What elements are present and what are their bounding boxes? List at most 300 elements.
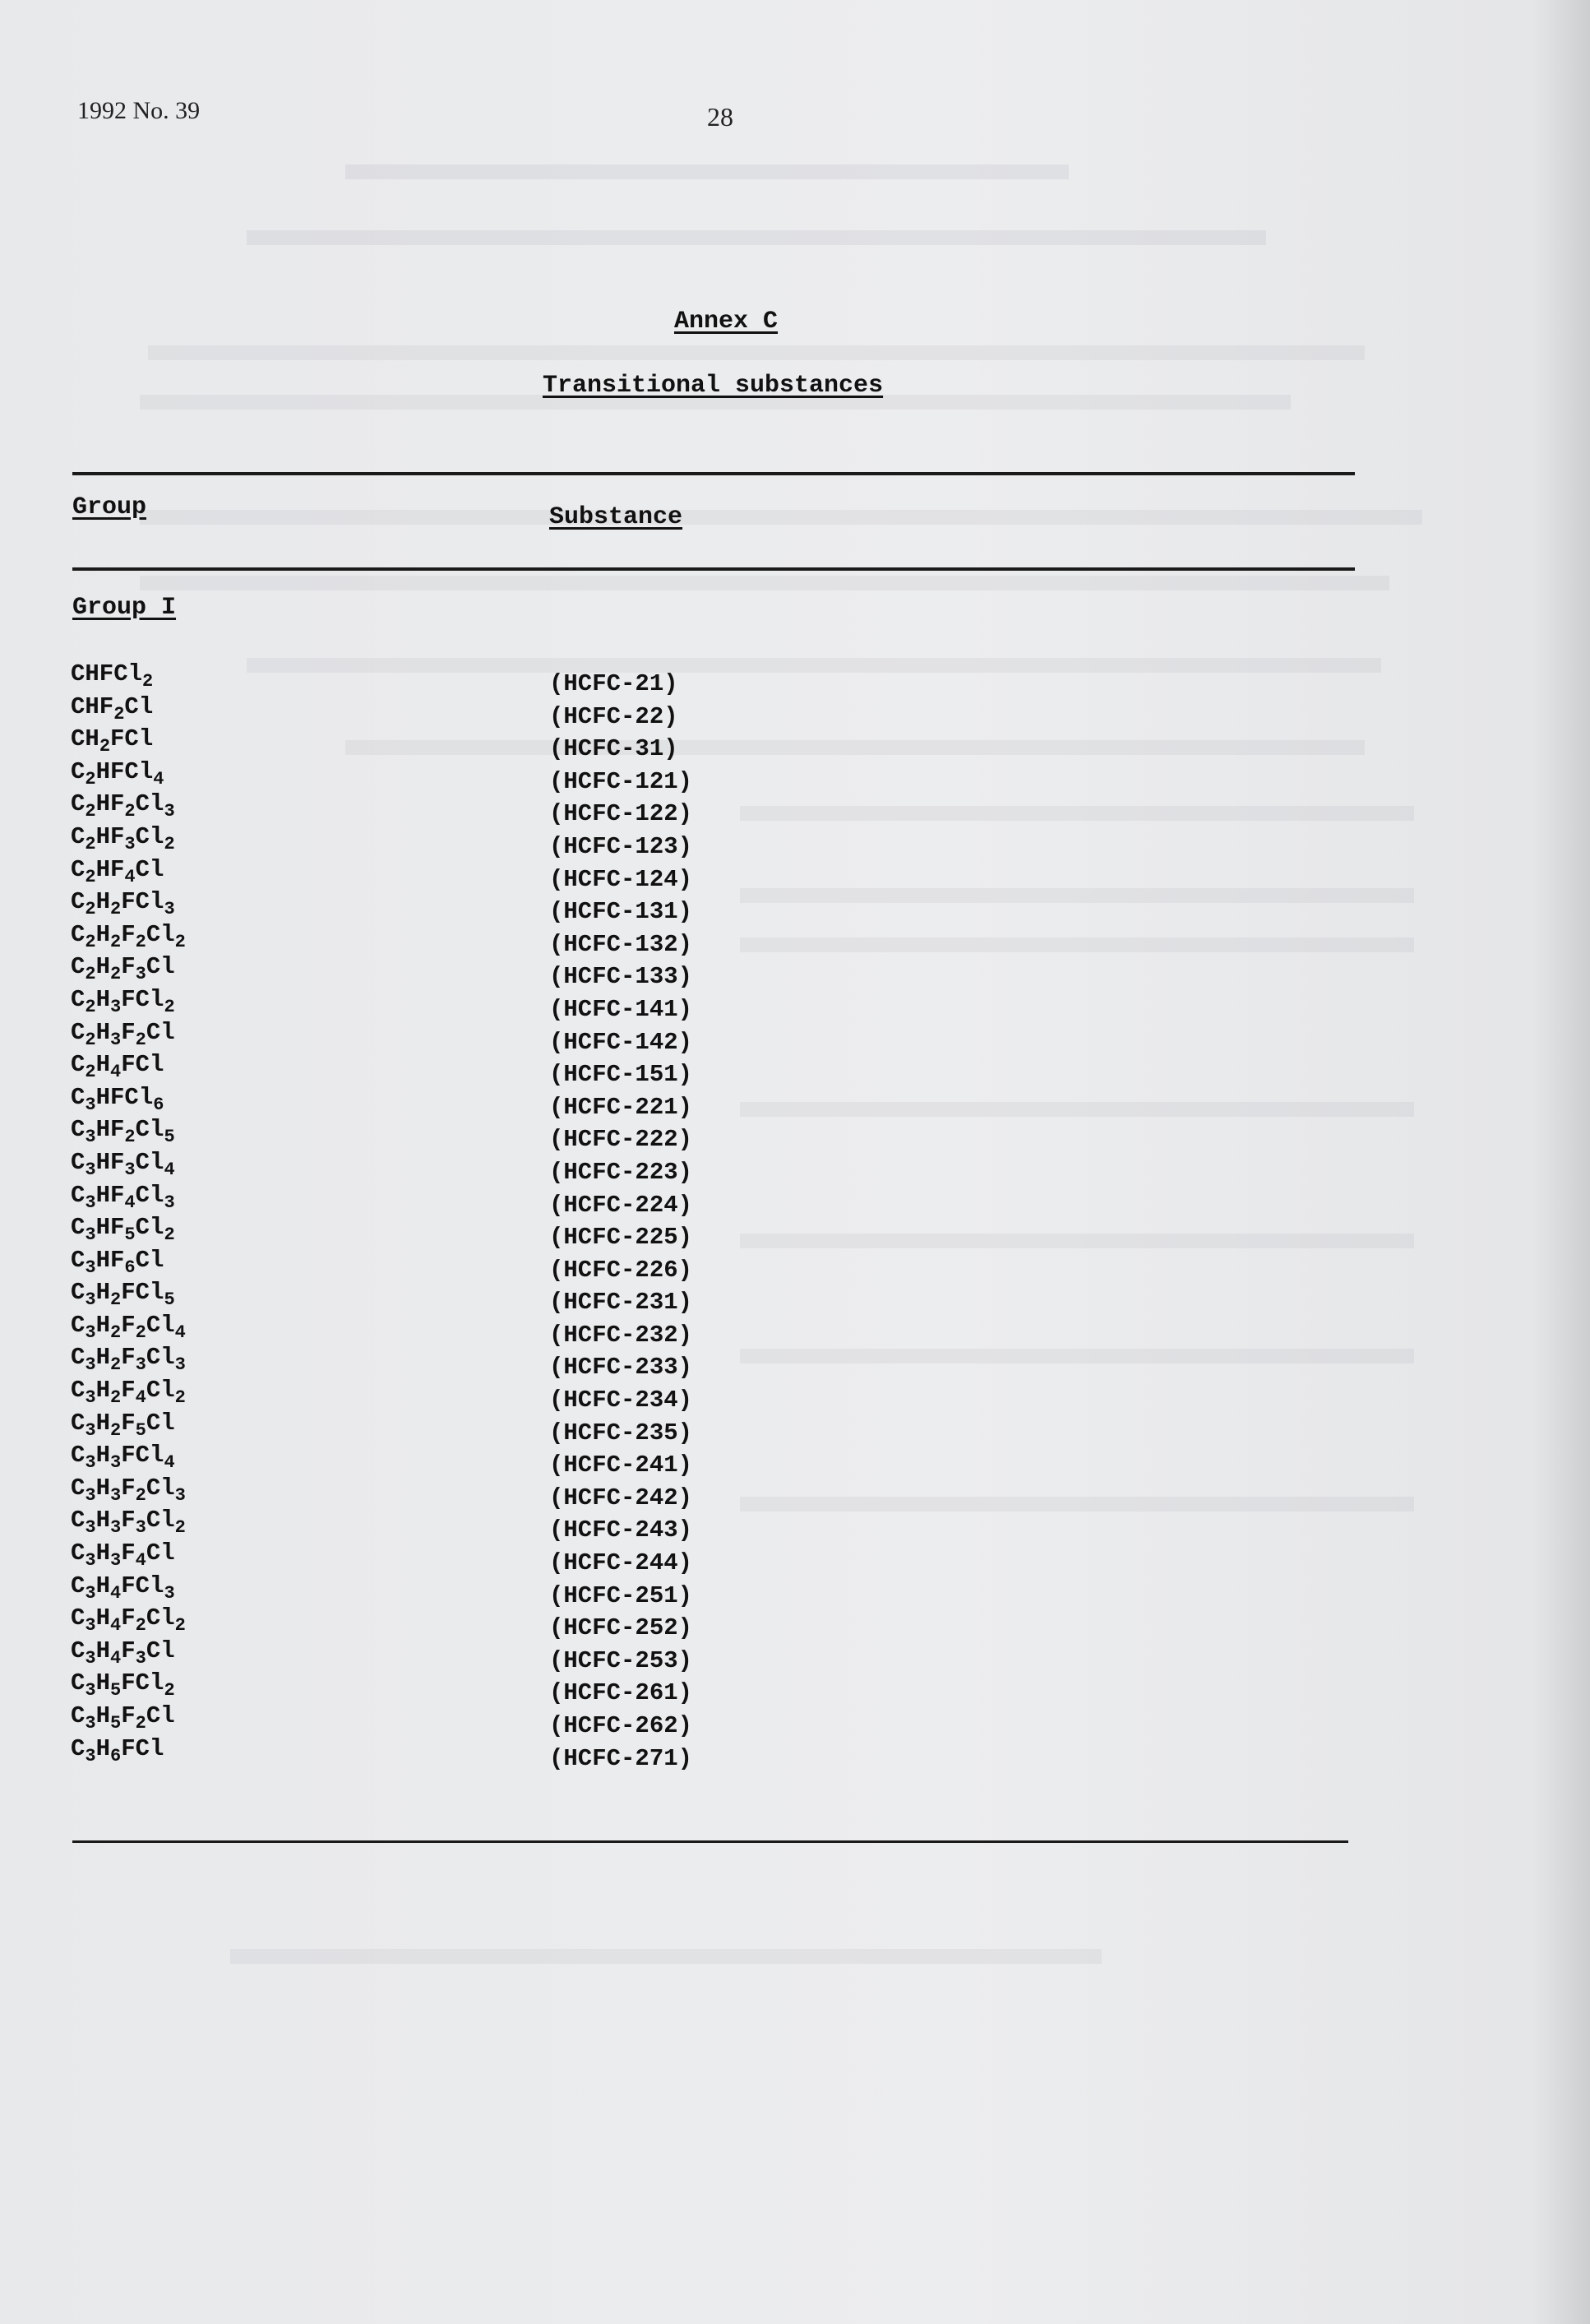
formula-text: H [95,1377,111,1405]
formula-subscript: 3 [85,1419,96,1441]
formula-subscript: 4 [164,1452,175,1474]
formula-subscript: 3 [110,1517,122,1539]
substance-code: (HCFC-132) [549,930,693,958]
formula-text: FCl [121,1669,164,1697]
formula-text: Cl [146,1377,175,1405]
bleed-through-line [740,1102,1414,1117]
formula-subscript: 2 [142,671,154,692]
formula-text: C [71,1214,86,1242]
formula-text: Cl [146,1018,175,1046]
formula-subscript: 3 [135,1647,146,1669]
substance-code: (HCFC-262) [549,1712,693,1739]
formula-subscript: 2 [85,768,96,789]
formula-subscript: 2 [85,833,96,854]
formula-text: C [71,920,86,948]
formula-text: H [95,1018,111,1046]
formula-text: C [71,1181,86,1209]
formula-text: F [121,1604,136,1632]
formula-text: Cl [135,1116,164,1144]
bottom-rule [72,1840,1348,1843]
formula-subscript: 3 [124,833,136,854]
formula-subscript: 3 [85,1257,96,1278]
formula-subscript: 3 [85,1387,96,1409]
formula-text: C [71,1344,86,1372]
substance-code: (HCFC-233) [549,1354,693,1382]
formula-subscript: 4 [110,1062,122,1083]
substance-code: (HCFC-226) [549,1256,693,1284]
formula-subscript: 3 [85,1615,96,1637]
substance-formula [71,723,186,756]
substance-formula [71,756,186,789]
formula-text: F [121,1377,136,1405]
formula-subscript: 3 [85,1094,96,1115]
substance-code: (HCFC-122) [549,800,693,828]
page-edge-shadow [1532,0,1590,2324]
formula-text: H [95,1442,111,1470]
formula-column [71,658,186,1765]
formula-text: C [71,790,86,818]
page-number: 28 [707,102,733,132]
formula-subscript: 2 [99,736,111,757]
bleed-through-line [740,1497,1414,1512]
formula-subscript: 2 [85,899,96,920]
formula-subscript: 2 [164,833,175,854]
substance-formula [71,1146,186,1179]
formula-text: H [95,1637,111,1664]
formula-subscript: 5 [110,1713,122,1734]
formula-text: Cl [135,1246,164,1274]
formula-subscript: 3 [164,801,175,822]
formula-text: Cl [146,1539,175,1567]
formula-text: F [121,1702,136,1729]
substance-formula [71,1733,186,1766]
formula-text: C [71,888,86,916]
formula-subscript: 4 [153,768,164,789]
formula-subscript: 4 [110,1582,122,1604]
formula-subscript: 2 [85,1029,96,1050]
formula-text: Cl [124,692,154,720]
substance-code: (HCFC-261) [549,1679,693,1707]
substance-code: (HCFC-234) [549,1387,693,1414]
formula-text: C [71,1669,86,1697]
bleed-through-line [345,740,1365,755]
formula-text: H [95,1734,111,1762]
document-reference: 1992 No. 39 [77,97,201,124]
formula-text: F [121,1311,136,1339]
formula-subscript: 2 [110,931,122,952]
formula-text: FCl [110,725,154,753]
formula-subscript: 2 [85,996,96,1017]
bleed-through-line [230,1949,1102,1964]
column-header-substance: Substance [549,503,683,531]
substance-code: (HCFC-251) [549,1581,693,1609]
substance-formula [71,1179,186,1212]
formula-subscript: 2 [174,1615,186,1637]
formula-text: FCl [121,1051,164,1079]
formula-subscript: 3 [110,1452,122,1474]
formula-subscript: 3 [85,1224,96,1246]
formula-text: CHFCl [71,660,143,687]
header-rule [72,567,1355,571]
formula-text: Cl [135,790,164,818]
substance-code: (HCFC-271) [549,1744,693,1772]
formula-text: H [95,953,111,981]
formula-subscript: 3 [85,1192,96,1213]
formula-text: HF [95,1148,125,1176]
formula-subscript: 6 [153,1094,164,1115]
substance-formula [71,1472,186,1505]
formula-text: H [95,1409,111,1437]
bleed-through-line [140,510,1422,525]
formula-subscript: 3 [174,1354,186,1376]
formula-text: F [121,1507,136,1535]
formula-text: F [121,953,136,981]
formula-subscript: 2 [110,1354,122,1376]
formula-subscript: 6 [124,1257,136,1278]
formula-subscript: 3 [110,1550,122,1572]
substance-code: (HCFC-224) [549,1191,693,1219]
bleed-through-line [740,888,1414,903]
bleed-through-line [247,230,1266,245]
column-header-group: Group [72,493,147,521]
formula-text: F [121,1474,136,1502]
formula-text: Cl [146,953,175,981]
formula-text: C [71,1409,86,1437]
formula-subscript: 3 [85,1582,96,1604]
formula-text: C [71,1051,86,1079]
formula-subscript: 3 [85,1713,96,1734]
substance-formula [71,919,186,951]
substance-code: (HCFC-151) [549,1061,693,1089]
formula-subscript: 5 [164,1127,175,1148]
substance-code: (HCFC-141) [549,995,693,1023]
formula-subscript: 2 [110,1289,122,1311]
formula-subscript: 2 [135,1713,146,1734]
formula-subscript: 3 [85,1680,96,1701]
substance-formula [71,1504,186,1537]
formula-text: F [121,1018,136,1046]
substance-formula [71,854,186,887]
formula-text: C [71,1116,86,1144]
formula-text: H [95,920,111,948]
formula-subscript: 2 [164,1224,175,1246]
substance-code: (HCFC-22) [549,702,678,730]
formula-text: H [95,1051,111,1079]
formula-text: F [121,1637,136,1664]
formula-text: H [95,1702,111,1729]
substance-formula [71,821,186,854]
formula-subscript: 5 [164,1289,175,1311]
formula-subscript: 2 [135,931,146,952]
formula-subscript: 2 [174,931,186,952]
substance-code: (HCFC-133) [549,963,693,991]
formula-text: Cl [146,1311,175,1339]
formula-subscript: 3 [110,1029,122,1050]
top-rule [72,472,1355,475]
formula-text: HF [95,1181,125,1209]
formula-text: HFCl [95,1083,154,1111]
formula-subscript: 3 [164,899,175,920]
formula-text: H [95,888,111,916]
formula-subscript: 2 [85,866,96,887]
formula-subscript: 2 [174,1387,186,1409]
formula-subscript: 3 [135,1354,146,1376]
formula-text: HF [95,855,125,883]
formula-subscript: 2 [124,801,136,822]
formula-subscript: 2 [85,1062,96,1083]
substance-formula [71,1049,186,1081]
substance-formula [71,1570,186,1603]
substance-code: (HCFC-241) [549,1451,693,1479]
formula-subscript: 2 [174,1517,186,1539]
formula-text: C [71,1604,86,1632]
substance-code: (HCFC-31) [549,735,678,763]
substance-formula [71,1081,186,1114]
formula-text: Cl [146,1604,175,1632]
formula-text: C [71,822,86,850]
formula-subscript: 2 [135,1484,146,1506]
formula-subscript: 2 [164,1680,175,1701]
formula-subscript: 2 [110,899,122,920]
formula-subscript: 3 [85,1354,96,1376]
substance-formula [71,1211,186,1244]
substance-formula [71,1276,186,1309]
formula-text: C [71,1474,86,1502]
substance-code: (HCFC-223) [549,1158,693,1186]
formula-text: Cl [146,1474,175,1502]
substance-code: (HCFC-244) [549,1549,693,1577]
formula-subscript: 2 [85,964,96,985]
substance-code: (HCFC-124) [549,865,693,893]
formula-subscript: 5 [110,1680,122,1701]
substance-code: (HCFC-222) [549,1126,693,1154]
formula-text: C [71,1637,86,1664]
formula-subscript: 2 [110,1419,122,1441]
formula-subscript: 3 [85,1484,96,1506]
substance-formula [71,951,186,984]
formula-text: C [71,1148,86,1176]
formula-text: HF [95,1246,125,1274]
formula-subscript: 3 [124,1159,136,1180]
formula-text: Cl [146,1702,175,1729]
formula-subscript: 3 [85,1289,96,1311]
formula-subscript: 2 [135,1322,146,1343]
formula-subscript: 2 [85,931,96,952]
substance-formula [71,1016,186,1049]
formula-subscript: 6 [110,1745,122,1766]
formula-text: H [95,1604,111,1632]
substance-formula [71,1341,186,1374]
formula-text: FCl [121,1734,164,1762]
bleed-through-line [740,1234,1414,1248]
substance-code: (HCFC-232) [549,1321,693,1349]
substance-formula [71,1537,186,1570]
substance-code-column [549,668,692,1775]
substance-code: (HCFC-243) [549,1516,693,1544]
formula-text: C [71,1572,86,1599]
formula-subscript: 3 [85,1127,96,1148]
formula-text: Cl [135,1181,164,1209]
formula-text: FCl [121,1279,164,1307]
formula-subscript: 3 [110,996,122,1017]
formula-text: H [95,1474,111,1502]
formula-text: C [71,757,86,785]
formula-text: H [95,1669,111,1697]
section-title: Transitional substances [543,372,884,400]
substance-formula [71,1244,186,1277]
formula-text: C [71,1539,86,1567]
substance-code: (HCFC-225) [549,1224,693,1252]
substance-code: (HCFC-235) [549,1419,693,1447]
formula-text: Cl [135,1148,164,1176]
formula-text: C [71,985,86,1013]
formula-text: F [121,1344,136,1372]
substance-code: (HCFC-252) [549,1614,693,1642]
formula-subscript: 2 [110,1387,122,1409]
formula-text: HF [95,822,125,850]
formula-subscript: 2 [113,703,125,725]
substance-formula [71,658,186,691]
bleed-through-line [740,806,1414,821]
formula-text: Cl [146,1409,175,1437]
substance-formula [71,1700,186,1733]
formula-text: Cl [146,1344,175,1372]
formula-text: H [95,985,111,1013]
substance-code: (HCFC-142) [549,1028,693,1056]
formula-text: H [95,1279,111,1307]
substance-code: (HCFC-131) [549,898,693,926]
formula-text: F [121,1409,136,1437]
substance-formula [71,1113,186,1146]
formula-subscript: 3 [164,1582,175,1604]
formula-text: CH [71,725,99,753]
formula-text: C [71,1246,86,1274]
formula-text: C [71,1734,86,1762]
formula-text: FCl [121,888,164,916]
substance-formula [71,1407,186,1440]
substance-code: (HCFC-21) [549,670,678,697]
substance-code: (HCFC-123) [549,832,693,860]
bleed-through-line [247,658,1381,673]
annex-title: Annex C [674,308,779,336]
bleed-through-line [345,164,1069,179]
formula-subscript: 2 [135,1029,146,1050]
formula-text: H [95,1311,111,1339]
formula-subscript: 3 [85,1647,96,1669]
formula-subscript: 4 [110,1615,122,1637]
substance-formula [71,1439,186,1472]
substance-formula [71,1374,186,1407]
formula-text: C [71,1702,86,1729]
bleed-through-line [148,345,1365,360]
formula-subscript: 5 [135,1419,146,1441]
substance-code: (HCFC-231) [549,1289,693,1317]
formula-text: H [95,1507,111,1535]
formula-subscript: 2 [164,996,175,1017]
formula-subscript: 4 [135,1550,146,1572]
formula-subscript: 3 [135,1517,146,1539]
formula-text: C [71,1507,86,1535]
formula-subscript: 3 [164,1192,175,1213]
formula-subscript: 3 [85,1517,96,1539]
formula-text: F [121,1539,136,1567]
substance-formula [71,1667,186,1700]
formula-subscript: 2 [85,801,96,822]
formula-subscript: 3 [174,1484,186,1506]
substance-code: (HCFC-121) [549,767,693,795]
formula-subscript: 4 [124,866,136,887]
substance-formula [71,1635,186,1668]
formula-text: Cl [135,855,164,883]
bleed-through-line [140,576,1389,590]
formula-subscript: 2 [110,964,122,985]
substance-formula [71,886,186,919]
formula-text: Cl [135,1214,164,1242]
formula-subscript: 4 [110,1647,122,1669]
formula-subscript: 3 [135,964,146,985]
formula-text: C [71,953,86,981]
formula-text: C [71,855,86,883]
formula-subscript: 2 [110,1322,122,1343]
bleed-through-line [740,1349,1414,1363]
formula-subscript: 4 [135,1387,146,1409]
bleed-through-line [740,937,1414,952]
formula-text: H [95,1572,111,1599]
formula-text: C [71,1018,86,1046]
formula-subscript: 3 [85,1322,96,1343]
formula-text: C [71,1311,86,1339]
formula-text: C [71,1279,86,1307]
substance-code: (HCFC-253) [549,1646,693,1674]
formula-subscript: 4 [174,1322,186,1343]
formula-text: HF [95,1214,125,1242]
formula-subscript: 4 [164,1159,175,1180]
substance-formula [71,691,186,724]
formula-text: HF [95,1116,125,1144]
formula-subscript: 3 [85,1550,96,1572]
formula-text: HF [95,790,125,818]
substance-code: (HCFC-221) [549,1093,693,1121]
formula-text: F [121,920,136,948]
formula-text: H [95,1344,111,1372]
formula-text: Cl [146,1637,175,1664]
formula-text: HFCl [95,757,154,785]
formula-subscript: 3 [85,1452,96,1474]
formula-text: C [71,1083,86,1111]
formula-subscript: 3 [85,1745,96,1766]
formula-subscript: 5 [124,1224,136,1246]
formula-text: CHF [71,692,114,720]
formula-subscript: 3 [110,1484,122,1506]
formula-text: FCl [121,985,164,1013]
formula-text: C [71,1442,86,1470]
formula-text: Cl [135,822,164,850]
formula-text: Cl [146,1507,175,1535]
substance-formula [71,1602,186,1635]
formula-subscript: 3 [85,1159,96,1180]
formula-text: FCl [121,1442,164,1470]
formula-text: H [95,1539,111,1567]
substance-formula [71,788,186,821]
group-label: Group I [72,594,177,622]
substance-formula [71,1309,186,1342]
substance-code: (HCFC-242) [549,1484,693,1512]
formula-subscript: 2 [135,1615,146,1637]
formula-subscript: 2 [124,1127,136,1148]
substance-formula [71,984,186,1016]
formula-text: FCl [121,1572,164,1599]
formula-text: Cl [146,920,175,948]
